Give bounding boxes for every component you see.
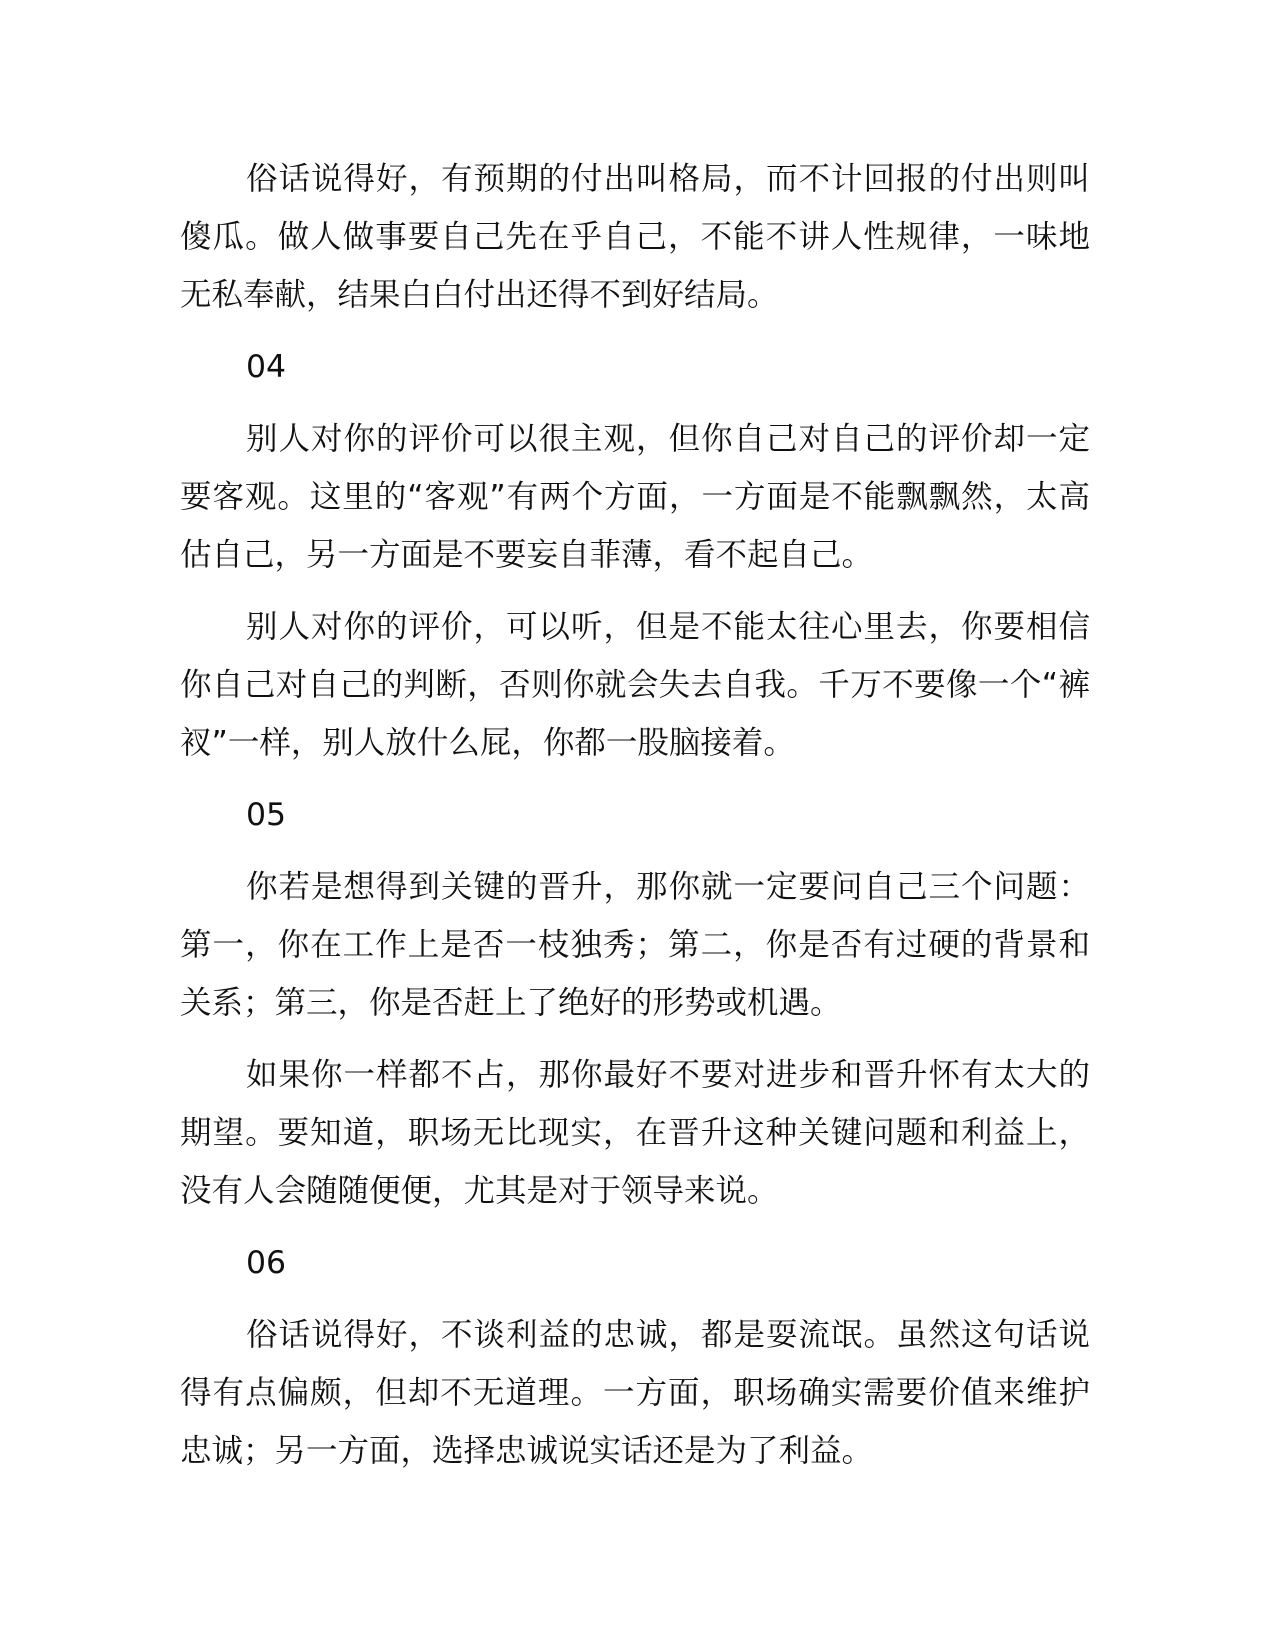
paragraph-4: 你若是想得到关键的晋升，那你就一定要问自己三个问题：第一，你在工作上是否一枝独秀；第二，你是否有过硬的背景和关系；第三，你是否赶上了绝好的形势或机遇。 [180,869,1090,1021]
section-number-04: 04 [246,349,287,385]
section-number-06: 06 [246,1245,287,1281]
paragraph-3: 别人对你的评价，可以听，但是不能太往心里去，你要相信你自己对自己的判断，否则你就会失去自我。千万不要像一个“裤衩”一样，别人放什么屁，你都一股脑接着。 [180,609,1090,761]
paragraph-2: 别人对你的评价可以很主观，但你自己对自己的评价却一定要客观。这里的“客观”有两个方面，一方面是不能飘飘然，太高估自己，另一方面是不要妄自菲薄，看不起自己。 [180,421,1090,573]
paragraph-6: 俗话说得好，不谈利益的忠诚，都是耍流氓。虽然这句话说得有点偏颇，但却不无道理。一方面，职场确实需要价值来维护忠诚；另一方面，选择忠诚说实话还是为了利益。 [180,1317,1090,1469]
paragraph-5: 如果你一样都不占，那你最好不要对进步和晋升怀有太大的期望。要知道，职场无比现实，在晋升这种关键问题和利益上，没有人会随随便便，尤其是对于领导来说。 [180,1057,1090,1209]
paragraph-1: 俗话说得好，有预期的付出叫格局，而不计回报的付出则叫傻瓜。做人做事要自己先在乎自己，不能不讲人性规律，一味地无私奉献，结果白白付出还得不到好结局。 [180,161,1090,313]
document-page [180,150,1090,1494]
section-number-05: 05 [246,797,287,833]
